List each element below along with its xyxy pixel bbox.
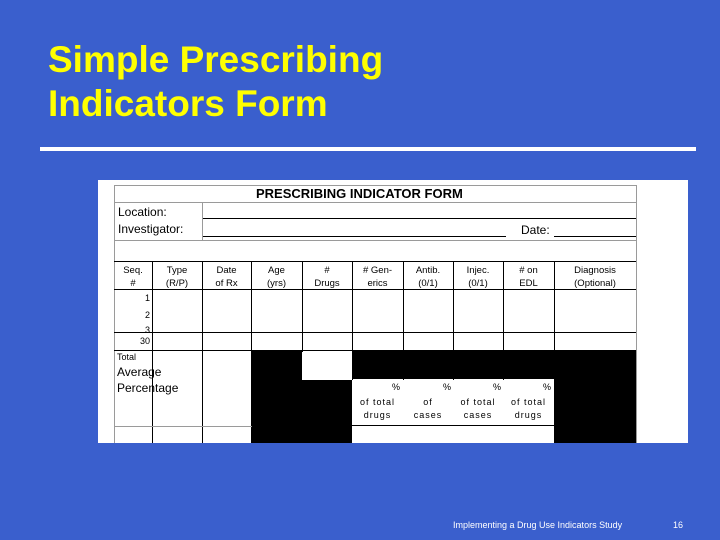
page-number: 16 bbox=[673, 520, 684, 530]
date-label: Date: bbox=[521, 223, 550, 237]
header-top-line bbox=[114, 240, 636, 241]
header-diagnosis: Diagnosis (Optional) bbox=[574, 265, 616, 289]
slide-title bbox=[48, 38, 383, 126]
percent-sign: % bbox=[543, 382, 552, 392]
row-number: 30 bbox=[139, 336, 150, 346]
prescribing-indicator-form bbox=[98, 180, 688, 443]
form-right-border bbox=[636, 185, 637, 443]
percent-label-edl: of total drugs bbox=[510, 397, 547, 420]
footnote: * 0=No 1=Yes bbox=[256, 428, 324, 440]
percent-sign: % bbox=[392, 382, 401, 392]
row-number: 1 bbox=[144, 293, 150, 303]
row-line bbox=[114, 332, 636, 333]
percent-label-antibiotics: of cases bbox=[413, 397, 443, 420]
date-line bbox=[554, 236, 636, 237]
investigator-line bbox=[202, 236, 506, 237]
form-grid-line bbox=[114, 202, 636, 203]
header-drugs: # Drugs bbox=[314, 265, 340, 289]
total-label: Total bbox=[117, 352, 137, 362]
blocked-cell bbox=[352, 351, 554, 379]
location-line bbox=[202, 218, 636, 219]
form-grid-line bbox=[202, 202, 203, 240]
header-seq: Seq. # bbox=[123, 265, 143, 289]
header-underline bbox=[114, 289, 636, 290]
slide-title-line-2: Indicators Form bbox=[48, 83, 328, 124]
header-injections: Injec. (0/1) bbox=[466, 265, 490, 289]
header-bottom-line bbox=[114, 261, 636, 262]
form-left-border bbox=[114, 185, 115, 443]
row-number: 3 bbox=[144, 325, 150, 332]
percentage-label: Percentage bbox=[117, 381, 179, 395]
header-age: Age (yrs) bbox=[267, 265, 286, 289]
header-type: Type (R/P) bbox=[165, 265, 189, 289]
slide-title-line-1: Simple Prescribing bbox=[48, 39, 384, 80]
title-divider bbox=[40, 147, 696, 151]
header-edl: # on EDL bbox=[519, 265, 538, 289]
investigator-label: Investigator: bbox=[118, 222, 184, 236]
blocked-cell bbox=[554, 351, 636, 443]
percent-sign: % bbox=[443, 382, 452, 392]
footer-text: Implementing a Drug Use Indicators Study bbox=[453, 520, 623, 530]
percent-sign: % bbox=[493, 382, 502, 392]
header-generics: # Gen- erics bbox=[362, 265, 393, 289]
average-label: Average bbox=[117, 365, 162, 379]
percent-label-injections: of total cases bbox=[460, 397, 496, 420]
location-label: Location: bbox=[118, 205, 167, 219]
row-line bbox=[114, 426, 252, 427]
header-date: Date of Rx bbox=[215, 265, 238, 289]
row-line bbox=[352, 425, 554, 426]
percent-label-generics: of total drugs bbox=[359, 397, 396, 420]
header-antibiotics: Antib. (0/1) bbox=[415, 265, 441, 289]
form-title: PRESCRIBING INDICATOR FORM bbox=[256, 186, 463, 201]
row-number: 2 bbox=[144, 310, 150, 320]
